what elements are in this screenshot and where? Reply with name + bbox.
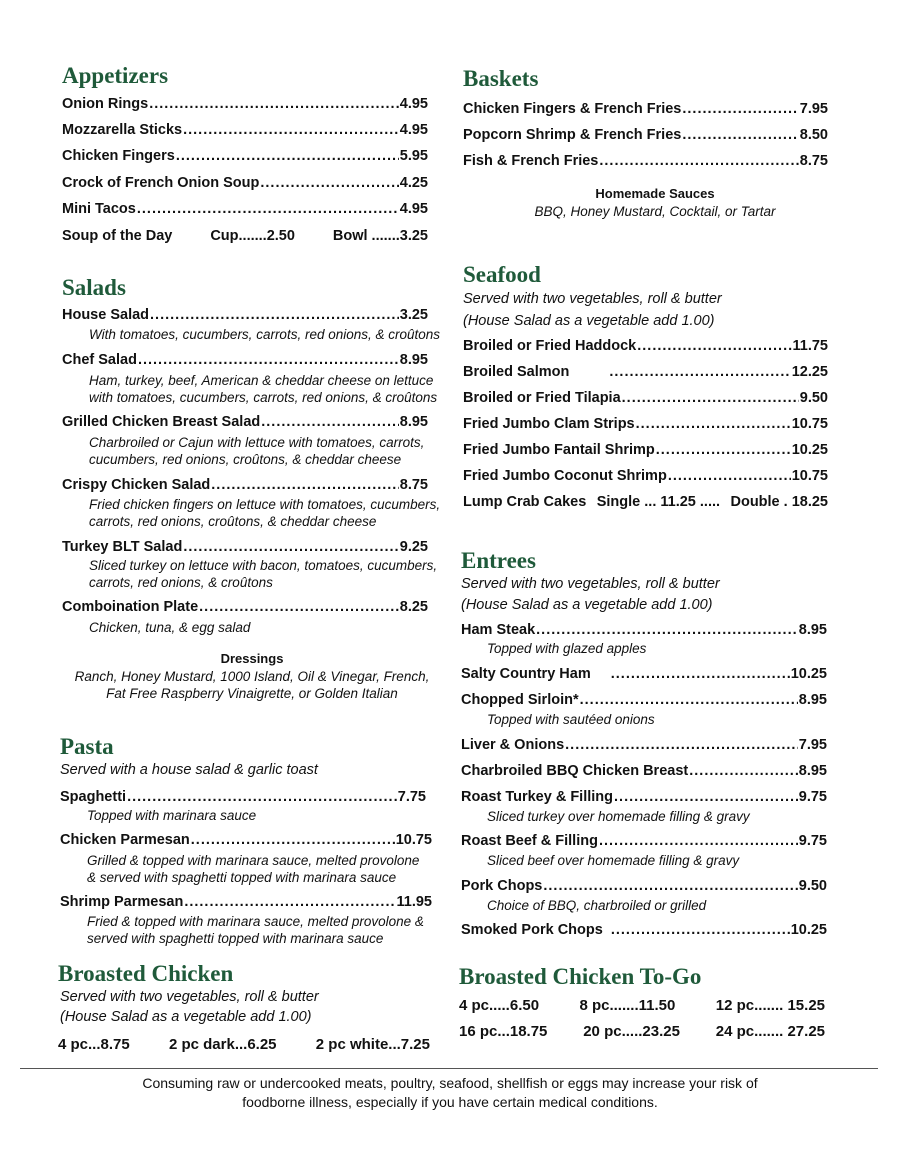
item-description: Topped with glazed apples xyxy=(487,641,647,656)
item-name: Ham Steak xyxy=(461,622,536,638)
baskets-heading: Baskets xyxy=(463,66,539,91)
item-price: 12.25 xyxy=(791,364,828,380)
item-description: Fried chicken fingers on lettuce with tomatoes, cucumbers, xyxy=(89,497,441,512)
menu-item xyxy=(461,666,827,682)
menu-item xyxy=(463,338,828,354)
item-price: 8.50 xyxy=(799,127,828,143)
menu-item xyxy=(463,101,828,117)
appetizers-heading: Appetizers xyxy=(62,63,169,88)
togo-option: 16 pc...18.75 xyxy=(459,1023,548,1040)
crab-single: Single ... 11.25 ..... xyxy=(596,494,721,510)
togo-option: 20 pc.....23.25 xyxy=(583,1023,680,1040)
item-name: Roast Turkey & Filling xyxy=(461,789,614,805)
togo-option: 8 pc.......11.50 xyxy=(579,997,676,1014)
menu-item xyxy=(463,390,828,406)
item-price: 7.95 xyxy=(799,101,828,117)
item-name: Smoked Pork Chops xyxy=(461,922,603,938)
item-price: 3.25 xyxy=(399,307,428,323)
item-name: Broiled Salmon xyxy=(463,364,570,380)
item-name: Chicken Parmesan xyxy=(60,832,190,848)
menu-item xyxy=(463,468,828,484)
item-price: 8.95 xyxy=(798,692,827,708)
menu-item xyxy=(463,364,828,380)
item-price: 11.95 xyxy=(396,894,432,910)
item-price: 10.25 xyxy=(790,666,827,682)
item-name: Chef Salad xyxy=(62,352,137,368)
item-price: 10.75 xyxy=(791,468,828,484)
entrees-subtitle: (House Salad as a vegetable add 1.00) xyxy=(461,597,713,613)
disclaimer-line: Consuming raw or undercooked meats, poultry, seafood, shellfish or eggs may increase your risk of xyxy=(142,1075,758,1091)
item-price: 10.25 xyxy=(791,442,828,458)
menu-item xyxy=(463,127,828,143)
item-name: House Salad xyxy=(62,307,150,323)
item-description: Topped with sautéed onions xyxy=(487,712,655,727)
item-price: 8.95 xyxy=(798,763,827,779)
item-name: Mozzarella Sticks xyxy=(62,122,183,138)
menu-item xyxy=(60,789,426,805)
menu-item xyxy=(62,414,428,430)
pasta-subtitle: Served with a house salad & garlic toast xyxy=(60,762,318,778)
item-name: Broiled or Fried Tilapia xyxy=(463,390,621,406)
seafood-subtitle: (House Salad as a vegetable add 1.00) xyxy=(463,313,715,329)
item-name: Salty Country Ham xyxy=(461,666,591,682)
broasted-option: 4 pc...8.75 xyxy=(58,1036,130,1053)
item-description: with tomatoes, cucumbers, carrots, red onions, & croûtons xyxy=(89,390,438,405)
soup-name: Soup of the Day xyxy=(62,228,173,244)
crab-cakes xyxy=(463,494,828,510)
item-price: 4.95 xyxy=(399,122,428,138)
item-description: Chicken, tuna, & egg salad xyxy=(89,620,251,635)
menu-item xyxy=(461,833,827,849)
soup-cup: Cup.......2.50 xyxy=(210,228,295,244)
item-name: Lump Crab Cakes xyxy=(463,494,587,510)
togo-option: 24 pc....... 27.25 xyxy=(715,1023,825,1040)
menu-item xyxy=(62,599,428,615)
item-name: Spaghetti xyxy=(60,789,127,805)
item-name: Crock of French Onion Soup xyxy=(62,175,260,191)
item-name: Roast Beef & Filling xyxy=(461,833,598,849)
item-price: 9.50 xyxy=(799,390,828,406)
togo-row xyxy=(459,997,825,1014)
menu-item xyxy=(62,352,428,368)
item-name: Fried Jumbo Fantail Shrimp xyxy=(463,442,655,458)
menu-item xyxy=(62,477,428,493)
item-description: Grilled & topped with marinara sauce, melted provolone xyxy=(87,853,420,868)
togo-row xyxy=(459,1023,825,1040)
dressings-line: Ranch, Honey Mustard, 1000 Island, Oil & Vinegar, French, xyxy=(74,669,430,684)
item-price: 8.75 xyxy=(399,477,428,493)
menu-item xyxy=(62,201,428,217)
item-name: Charbroiled BBQ Chicken Breast xyxy=(461,763,689,779)
item-name: Turkey BLT Salad xyxy=(62,539,183,555)
item-description: cucumbers, red onions, croûtons, & cheddar cheese xyxy=(89,452,402,467)
item-price: 8.25 xyxy=(399,599,428,615)
item-price: 10.25 xyxy=(790,922,827,938)
item-price: 5.95 xyxy=(399,148,428,164)
broasted-subtitle: (House Salad as a vegetable add 1.00) xyxy=(60,1009,312,1025)
item-price: 9.50 xyxy=(798,878,827,894)
menu-item xyxy=(62,148,428,164)
item-name: Crispy Chicken Salad xyxy=(62,477,211,493)
pasta-heading: Pasta xyxy=(60,734,114,759)
item-description: Choice of BBQ, charbroiled or grilled xyxy=(487,898,707,913)
menu-item xyxy=(60,832,432,848)
item-name: Fish & French Fries xyxy=(463,153,599,169)
menu-item xyxy=(62,307,428,323)
item-price: 4.95 xyxy=(399,201,428,217)
item-price: 10.75 xyxy=(395,832,432,848)
item-name: Shrimp Parmesan xyxy=(60,894,184,910)
item-name: Liver & Onions xyxy=(461,737,565,753)
broasted-option: 2 pc dark...6.25 xyxy=(168,1036,277,1053)
item-price: 8.95 xyxy=(399,414,428,430)
togo-heading: Broasted Chicken To-Go xyxy=(459,964,702,989)
item-name: Chicken Fingers xyxy=(62,148,175,164)
menu-item xyxy=(463,416,828,432)
item-description: Ham, turkey, beef, American & cheddar cheese on lettuce xyxy=(89,373,434,388)
salads-heading: Salads xyxy=(62,275,126,300)
item-price: 10.75 xyxy=(791,416,828,432)
item-price: 8.75 xyxy=(799,153,828,169)
broasted-option: 2 pc white...7.25 xyxy=(315,1036,430,1053)
item-name: Pork Chops xyxy=(461,878,543,894)
item-description: Sliced turkey over homemade filling & gravy xyxy=(487,809,750,824)
item-price: 4.95 xyxy=(399,96,428,112)
menu-item xyxy=(461,622,827,638)
item-name: Mini Tacos xyxy=(62,201,136,217)
seafood-heading: Seafood xyxy=(463,262,541,287)
dressings-line: Fat Free Raspberry Vinaigrette, or Golden Italian xyxy=(106,686,398,701)
item-description: Sliced turkey on lettuce with bacon, tomatoes, cucumbers, xyxy=(89,558,438,573)
item-price: 9.25 xyxy=(399,539,428,555)
menu-item xyxy=(461,922,827,938)
item-description: Fried & topped with marinara sauce, melted provolone & xyxy=(87,914,424,929)
sauces-title: Homemade Sauces xyxy=(595,186,715,201)
item-name: Popcorn Shrimp & French Fries xyxy=(463,127,682,143)
item-description: carrots, red onions, & croûtons xyxy=(89,575,273,590)
item-name: Onion Rings xyxy=(62,96,149,112)
footer-disclaimer xyxy=(40,1074,860,1112)
item-description: Topped with marinara sauce xyxy=(87,808,257,823)
menu-item xyxy=(461,789,827,805)
menu-item xyxy=(461,692,827,708)
togo-option: 4 pc.....6.50 xyxy=(459,997,540,1014)
item-name: Fried Jumbo Coconut Shrimp xyxy=(463,468,667,484)
item-price: 4.25 xyxy=(399,175,428,191)
menu-item xyxy=(463,442,828,458)
item-price: 9.75 xyxy=(798,789,827,805)
soup-bowl: Bowl .......3.25 xyxy=(332,228,428,244)
broasted-heading: Broasted Chicken xyxy=(58,961,234,986)
togo-option: 12 pc....... 15.25 xyxy=(715,997,825,1014)
item-price: 11.75 xyxy=(792,338,828,354)
menu-item xyxy=(62,96,428,112)
disclaimer-line: foodborne illness, especially if you have certain medical conditions. xyxy=(242,1094,658,1110)
item-price: 7.95 xyxy=(798,737,827,753)
item-name: Grilled Chicken Breast Salad xyxy=(62,414,261,430)
menu-item xyxy=(463,153,828,169)
crab-double: Double . 18.25 xyxy=(730,494,828,510)
item-price: 8.95 xyxy=(399,352,428,368)
menu-item xyxy=(62,175,428,191)
broasted-options xyxy=(58,1036,430,1053)
menu-item xyxy=(60,894,432,910)
entrees-subtitle: Served with two vegetables, roll & butter xyxy=(461,576,720,592)
sauces-list: BBQ, Honey Mustard, Cocktail, or Tartar xyxy=(534,204,776,219)
menu-item xyxy=(461,763,827,779)
menu-item xyxy=(461,878,827,894)
item-description: & served with spaghetti topped with marinara sauce xyxy=(87,870,397,885)
menu-item xyxy=(62,122,428,138)
item-name: Broiled or Fried Haddock xyxy=(463,338,637,354)
soup-of-the-day xyxy=(62,228,428,244)
item-description: served with spaghetti topped with marinara sauce xyxy=(87,931,384,946)
broasted-subtitle: Served with two vegetables, roll & butter xyxy=(60,989,319,1005)
item-name: Comboination Plate xyxy=(62,599,199,615)
item-price: 8.95 xyxy=(798,622,827,638)
seafood-subtitle: Served with two vegetables, roll & butter xyxy=(463,291,722,307)
item-price: 7.75 xyxy=(397,789,426,805)
menu-item xyxy=(62,539,428,555)
item-description: Charbroiled or Cajun with lettuce with tomatoes, carrots, xyxy=(89,435,425,450)
footer-divider xyxy=(20,1068,878,1069)
item-description: carrots, red onions, croûtons, & cheddar cheese xyxy=(89,514,377,529)
item-name: Chopped Sirloin* xyxy=(461,692,579,708)
item-name: Chicken Fingers & French Fries xyxy=(463,101,682,117)
item-description: Sliced beef over homemade filling & gravy xyxy=(487,853,740,868)
item-name: Fried Jumbo Clam Strips xyxy=(463,416,635,432)
entrees-heading: Entrees xyxy=(461,548,536,573)
dressings-title: Dressings xyxy=(220,651,284,666)
item-description: With tomatoes, cucumbers, carrots, red onions, & croûtons xyxy=(89,327,441,342)
menu-item xyxy=(461,737,827,753)
item-price: 9.75 xyxy=(798,833,827,849)
